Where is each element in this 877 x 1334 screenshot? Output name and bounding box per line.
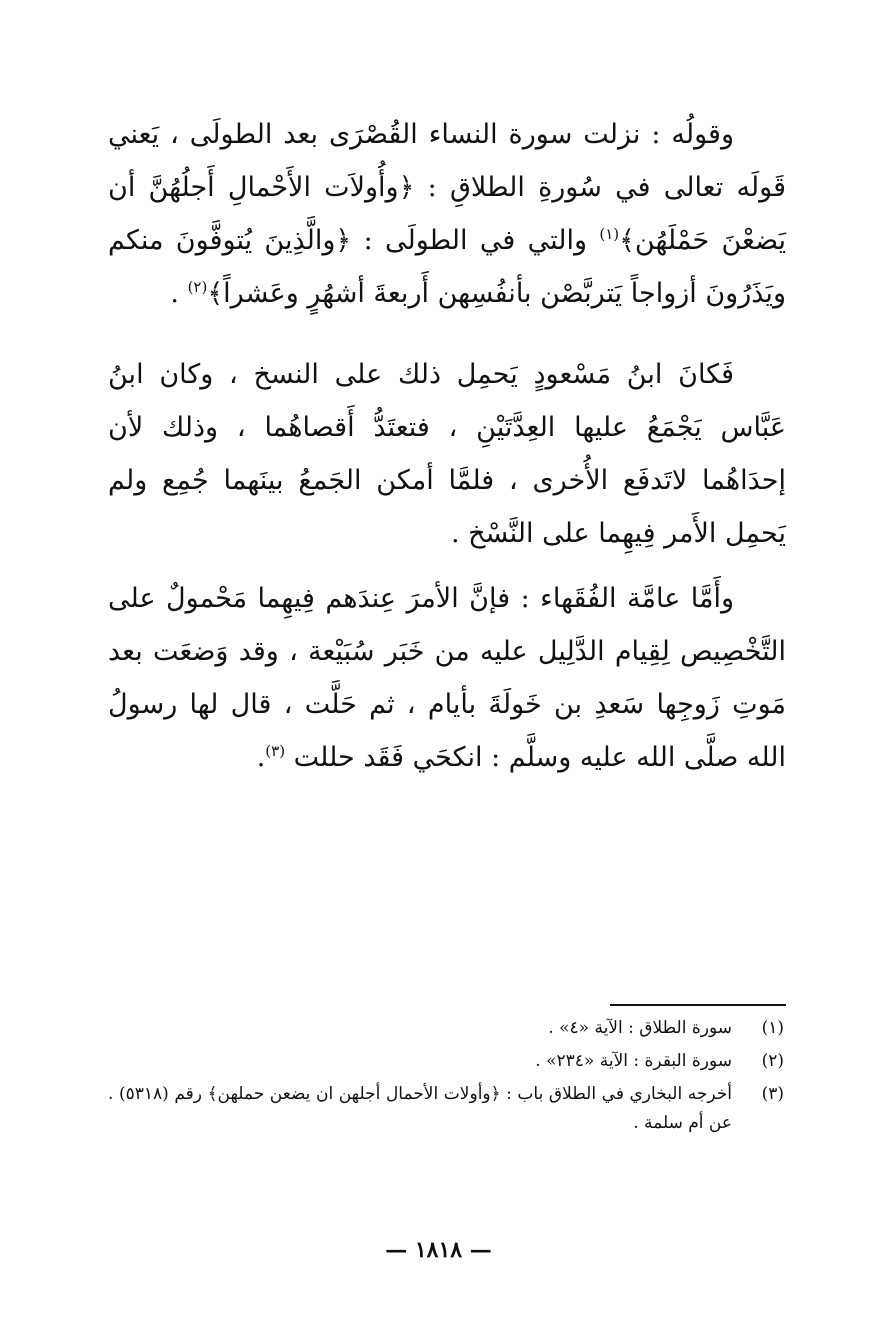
- footnote-number: (٢): [761, 1051, 784, 1071]
- footnote-text: أخرجه البخاري في الطلاق باب : ﴿وأولات الأحمال أجلهن ان يضعن حملهن﴾ رقم (٥٣١٨) . عن أم سلمة .: [108, 1084, 732, 1133]
- paragraph-2-text: فَكانَ ابنُ مَسْعودٍ يَحمِل ذلك على النسخ ، وكان ابنُ عَبَّاس يَجْمَعُ عليها العِدَّتَيْنِ ، فتعتَدُّ أَقصاهُما ، وذلك لأن إحدَاهُما لاتَدفَع الأُخرى ، فلمَّا أمكن الجَمعُ بينَهما جُمِع ولم يَحمِل الأَمر فِيهِما على النَّسْخ .: [108, 359, 786, 549]
- paragraph-1-text: وقولُه : نزلت سورة النساء القُصْرَى بعد الطولَى ، يَعني قَولَه تعالى في سُورةِ الطلاقِ : ﴿وأُولاَت الأَحْمالِ أَجلُهُنَّ أن يَضعْنَ حَمْلَهُن﴾: [108, 119, 786, 256]
- footnote-number: (١): [761, 1018, 784, 1038]
- paragraph-3: [108, 572, 786, 784]
- footnote-number: (٣): [761, 1084, 784, 1104]
- paragraph-1-tail: .: [170, 278, 188, 309]
- footnote-text: سورة البقرة : الآية «٢٣٤» .: [535, 1051, 732, 1071]
- footnote-1: [108, 1014, 784, 1043]
- paragraph-3-tail: .: [256, 742, 266, 773]
- page-number: — ١٨١٨ —: [385, 1237, 492, 1263]
- footnote-text: سورة الطلاق : الآية «٤» .: [548, 1018, 732, 1038]
- paragraph-1-text-continued: والتي في الطولَى : ﴿والَّذِينَ يُتوفَّونَ منكم ويَذَرُونَ أزواجاً يَتربَّصْن بأنفُسِهن أَربعةَ أشهُرٍ وعَشراً﴾: [108, 225, 786, 309]
- footnote-2: [108, 1047, 784, 1076]
- footnote-ref-3: (٣): [265, 742, 286, 760]
- paragraph-2: [108, 348, 786, 560]
- footnote-divider: [610, 1004, 786, 1006]
- footnote-3: [108, 1080, 784, 1138]
- paragraph-3-text: وأَمَّا عامَّة الفُقَهاء : فإنَّ الأمرَ عِندَهم فِيهِما مَحْمولٌ على التَّخْصِيص لِقِيام الدَّلِيل عليه من خَبَر سُبَيْعة ، وقد وَضعَت بعد مَوتِ زَوجِها سَعدِ بن خَولَةَ بأيام ، ثم حَلَّت ، قال لها رسولُ الله صلَّى الله عليه وسلَّم : انكحَي فَقَد حللت: [108, 583, 786, 773]
- footnotes: [108, 1014, 784, 1142]
- footnote-ref-1: (١): [599, 225, 620, 243]
- paragraph-1: [108, 108, 786, 320]
- footnote-ref-2: (٢): [187, 278, 208, 296]
- main-text: [108, 108, 786, 784]
